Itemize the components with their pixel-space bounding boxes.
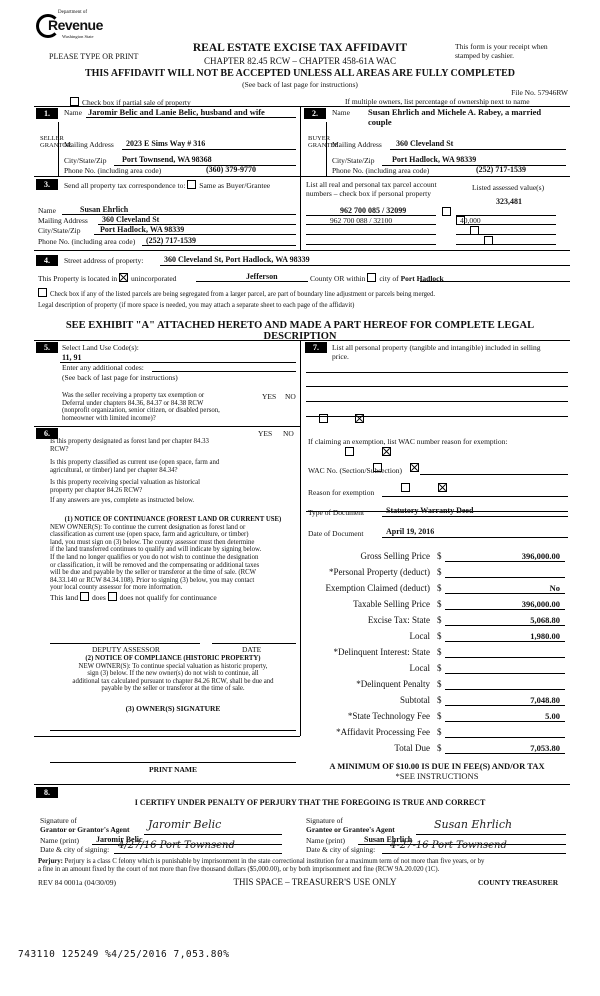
deputy-date: DATE: [242, 645, 262, 654]
sec6-q4: If any answers are yes, complete as instructed below.: [50, 497, 195, 504]
dollar-sign: $: [437, 567, 442, 577]
buyer-grantee-label: BUYER GRANTEE: [308, 135, 339, 149]
buyer-phone: (252) 717-1539: [476, 165, 526, 174]
section-4-number: 4.: [36, 255, 58, 266]
dollar-sign: $: [437, 583, 442, 593]
unincorporated-checkbox[interactable]: [119, 273, 128, 282]
dollar-sign: $: [437, 695, 442, 705]
dollar-sign: $: [437, 727, 442, 737]
land-use-code: 11, 91: [62, 353, 82, 362]
same-as-buyer-checkbox[interactable]: [187, 180, 196, 189]
document-type-label: Type of Document: [308, 508, 365, 517]
dollar-sign: $: [437, 631, 442, 641]
fee-label: Gross Selling Price: [360, 551, 430, 561]
seller-grantor-label: SELLER GRANTOR: [40, 135, 72, 149]
grantee-agent-label: Grantee or Grantee's Agent: [306, 825, 395, 834]
fee-label: Exemption Claimed (deduct): [325, 583, 430, 593]
land-qualify: This land does does not qualify for continuance: [50, 593, 217, 602]
segregated: Check box if any of the listed parcels are being segregated from a larger parcel, are part of boundary line adjustment or parcels being merged.: [38, 288, 435, 299]
sec6-q2: Is this property classified as current use (open space, farm and agricultural, or timber) land per chapter 84.34?: [50, 459, 220, 474]
fee-label: Excise Tax: State: [367, 615, 430, 625]
sec3-mailing: 360 Cleveland St: [102, 215, 160, 224]
section-1-number: 1.: [36, 108, 58, 119]
revision: REV 84 0001a (04/30/09): [38, 878, 116, 887]
perjury: Perjury: Perjury is a class C felony which is punishable by imprisonment in the state correctional institution for a maximum term of not more than five years, or by a fine in an amount fixed by the court of not more than five thousand dollars ($5,000.00), or by both imprisonment and fine (RCW 9A.20.020 (1C).: [38, 858, 485, 873]
seller-phone: (360) 379-9770: [206, 165, 256, 174]
dollar-sign: $: [437, 615, 442, 625]
sec3-name-label: Name: [38, 206, 56, 215]
sec5-q1: Was the seller receiving a property tax exemption or Deferral under chapters 84.36, 84.37 or 84.38 RCW (nonprofit organization, senior citizen, or disabled person, homeowner with limited income)?: [62, 392, 220, 422]
sec6-no: NO: [283, 429, 294, 438]
certify: I CERTIFY UNDER PENALTY OF PERJURY THAT THE FOREGOING IS TRUE AND CORRECT: [134, 798, 486, 807]
section-5-number: 5.: [36, 342, 58, 353]
sec5-see-back: (See back of last page for instructions): [62, 373, 178, 382]
street-label: Street address of property:: [64, 256, 144, 265]
exemption-claim: If claiming an exemption, list WAC number reason for exemption:: [308, 437, 508, 446]
dept-state: Washington State: [62, 34, 94, 39]
section-2-number: 2.: [304, 108, 326, 119]
fee-value: 7,053.80: [530, 743, 560, 753]
form-title: REAL ESTATE EXCISE TAX AFFIDAVIT: [192, 42, 408, 54]
personal-property-label-2: price.: [332, 352, 349, 361]
section-8-number: 8.: [36, 787, 58, 798]
fee-label: Local: [409, 631, 430, 641]
dollar-sign: $: [437, 711, 442, 721]
grantor-signature: Jaromir Belic: [148, 818, 222, 831]
fee-value: 396,000.00: [521, 551, 560, 561]
buyer-mailing: 360 Cleveland St: [396, 139, 454, 148]
legal-description: Legal description of property (if more space is needed, you may attach a separate sheet to each page of the affidavit): [38, 302, 355, 309]
fee-label: *Affidavit Processing Fee: [336, 727, 430, 737]
grantee-date-city: 4-27-16 Port Townsend: [390, 840, 507, 851]
parcels-label: List all real and personal tax parcel account: [306, 180, 437, 189]
fee-value: 5,068.80: [530, 615, 560, 625]
dollar-sign: $: [437, 599, 442, 609]
sec5-yes: YES: [262, 392, 277, 401]
grantee-date-label: Date & city of signing:: [306, 845, 376, 854]
partial-sale-checkbox[interactable]: [70, 97, 79, 106]
buyer-name: Susan Ehrlich and Michele A. Rabey, a married: [368, 107, 542, 117]
multiple-owners: If multiple owners, list percentage of ownership next to name: [345, 97, 530, 106]
dollar-sign: $: [437, 679, 442, 689]
grantor-date-label: Date & city of signing:: [40, 845, 110, 854]
buyer-city-label: City/State/Zip: [332, 156, 375, 165]
sec5-no: NO: [285, 392, 296, 401]
deputy-assessor: DEPUTY ASSESSOR: [92, 645, 160, 654]
sec3-label: Send all property tax correspondence to: Same as Buyer/Grantee: [64, 181, 271, 190]
grantor-print-name: Jaromir Belic: [96, 835, 143, 844]
parcel-1-personal-checkbox[interactable]: [442, 207, 451, 216]
see-back: (See back of last page for instructions): [242, 80, 358, 89]
within-city-checkbox[interactable]: [367, 273, 376, 282]
dollar-sign: $: [437, 647, 442, 657]
assessed-label: Listed assessed value(s): [472, 183, 545, 192]
buyer-city: Port Hadlock, WA 98339: [392, 155, 477, 164]
dollar-sign: $: [437, 663, 442, 673]
does-checkbox[interactable]: [80, 592, 89, 601]
partial-sale: Check box if partial sale of property: [70, 97, 191, 107]
fee-label: *Delinquent Interest: State: [333, 647, 430, 657]
treasurer-stamp: 743110 125249 %4/25/2016 7,053.80%: [18, 949, 230, 960]
fee-value: 7,048.80: [530, 695, 560, 705]
receipt-note: This form is your receipt when stamped by cashier.: [455, 42, 548, 60]
land-use-label: Select Land Use Code(s):: [62, 343, 139, 352]
fee-label: Subtotal: [399, 695, 430, 705]
file-number: File No. 57946RW: [511, 88, 568, 97]
sec3-city: Port Hadlock, WA 98339: [100, 225, 185, 234]
grantor-sig-label: Signature of: [40, 816, 77, 825]
sec6-q1-yes-checkbox[interactable]: [345, 447, 354, 456]
see-instructions: *SEE INSTRUCTIONS: [395, 771, 479, 781]
parcel-1: 962 700 085 / 32099: [340, 206, 407, 215]
form-chapter: CHAPTER 82.45 RCW – CHAPTER 458-61A WAC: [204, 56, 396, 66]
county: Jefferson: [246, 272, 278, 281]
seller-city-label: City/State/Zip: [64, 156, 107, 165]
seller-mailing-label: Mailing Address: [64, 140, 114, 149]
seller-name: Jaromir Belic and Lanie Belic, husband and wife: [88, 107, 265, 117]
sec6-q3-no-checkbox[interactable]: [438, 483, 447, 492]
buyer-name-cont: couple: [368, 117, 392, 127]
document-date-label: Date of Document: [308, 529, 364, 538]
dollar-sign: $: [437, 551, 442, 561]
sec3-name: Susan Ehrlich: [80, 205, 129, 214]
sec3-phone: (252) 717-1539: [146, 236, 196, 245]
dept-line: Department of: [58, 10, 88, 15]
sec6-q1-no-checkbox[interactable]: [382, 447, 391, 456]
property-street: 360 Cleveland St, Port Hadlock, WA 98339: [164, 255, 310, 264]
wac-label: WAC No. (Section/Subsection): [308, 466, 402, 475]
fee-label: *State Technology Fee: [347, 711, 430, 721]
seller-mailing: 2023 E Sims Way # 316: [126, 139, 206, 148]
owner-signature-title: (3) OWNER(S) SIGNATURE: [125, 704, 221, 713]
sec6-q3-yes-checkbox[interactable]: [401, 483, 410, 492]
section-7-number: 7.: [305, 342, 327, 353]
county-within: County OR within city of Port Hadlock: [310, 274, 444, 283]
does-not-checkbox[interactable]: [108, 592, 117, 601]
fee-label: Local: [409, 663, 430, 673]
sec3-mailing-label: Mailing Address: [38, 216, 88, 225]
notice-continuance: (1) NOTICE OF CONTINUANCE (FOREST LAND OR CURRENT USE) NEW OWNER(S): To continue the current designation as forest land or classification as current use (open space, farm and agriculture, or timber) land, you must sign on (3) below. The county assessor must then determine if the land transferred continues to qualify and will indicate by signing below. If the land no longer qualifies or you do not wish to continue the designation or classification, it will be removed and the compensating or additional taxes will be due and payable by the seller or transferor at the time of sale. (RCW 84.33.140 or RCW 84.34.108). Prior to signing (3) below, you may contact your local county assessor for more information.: [50, 516, 282, 592]
personal-property-label: List all personal property (tangible and intangible) included in selling: [332, 343, 541, 352]
parcel-2: 962 700 088 / 32100: [330, 216, 393, 225]
exhibit-a: SEE EXHIBIT "A" ATTACHED HERETO AND MADE A PART HEREOF FOR COMPLETE LEGAL DESCRIPTION: [65, 320, 535, 342]
fee-label: *Personal Property (deduct): [329, 567, 430, 577]
additional-codes: Enter any additional codes:: [62, 363, 144, 372]
notice-compliance: (2) NOTICE OF COMPLIANCE (HISTORIC PROPERTY) NEW OWNER(S): To continue special valuation as historic property, sign (3) below. If the new owner(s) do not wish to continue, all additional tax calculated pursuant to chapter 84.26 RCW, shall be due and payable by the seller or transferor at the time of sale.: [72, 655, 274, 693]
buyer-name-label: Name: [332, 108, 350, 117]
fee-value: No: [549, 583, 560, 593]
assessed-value-1: 323,481: [496, 197, 522, 206]
document-type: Statutory Warranty Deed: [386, 506, 474, 515]
fee-value: 396,000.00: [521, 599, 560, 609]
segregated-checkbox[interactable]: [38, 288, 47, 297]
seller-phone-label: Phone No. (including area code): [64, 166, 162, 175]
grantee-print-name: Susan Ehrlich: [364, 835, 413, 844]
sec6-yes: YES: [258, 429, 273, 438]
please-type: PLEASE TYPE OR PRINT: [49, 52, 139, 61]
sec3-phone-label: Phone No. (including area code): [38, 237, 136, 246]
seller-name-label: Name: [64, 108, 82, 117]
grantee-print-label: Name (print): [306, 836, 345, 845]
fee-value: 1,980.00: [530, 631, 560, 641]
sec6-q3: Is this property receiving special valuation as historical property per chapter 84.26 RCW?: [50, 479, 201, 494]
fee-label: Taxable Selling Price: [353, 599, 430, 609]
sec6-q2-no-checkbox[interactable]: [410, 463, 419, 472]
seller-city: Port Townsend, WA 98368: [122, 155, 212, 164]
warning: THIS AFFIDAVIT WILL NOT BE ACCEPTED UNLESS ALL AREAS ARE FULLY COMPLETED: [84, 68, 516, 79]
fee-label: *Delinquent Penalty: [356, 679, 430, 689]
grantor-agent-label: Grantor or Grantor's Agent: [40, 825, 130, 834]
dept-name: Revenue: [48, 17, 103, 33]
revenue-logo: [36, 8, 106, 44]
county-treasurer: COUNTY TREASURER: [478, 878, 559, 887]
minimum-due: A MINIMUM OF $10.00 IS DUE IN FEE(S) AND/OR TAX: [329, 761, 545, 771]
grantee-signature: Susan Ehrlich: [434, 818, 513, 831]
property-location: This Property is located in unincorporated: [38, 274, 177, 283]
parcels-label-2: numbers – check box if personal property: [306, 189, 431, 198]
fee-label: Total Due: [394, 743, 430, 753]
treasurer-space: THIS SPACE – TREASURER'S USE ONLY: [233, 877, 397, 887]
reason-label: Reason for exemption: [308, 488, 375, 497]
sec3-city-label: City/State/Zip: [38, 226, 81, 235]
fee-value: 5.00: [545, 711, 560, 721]
grantee-sig-label: Signature of: [306, 816, 343, 825]
dollar-sign: $: [437, 743, 442, 753]
sec6-q1: Is this property designated as forest land per chapter 84.33 RCW?: [50, 438, 209, 453]
section-3-number: 3.: [36, 179, 58, 190]
buyer-phone-label: Phone No. (including area code): [332, 166, 430, 175]
grantor-date-city: 4/27/16 Port Townsend: [118, 840, 235, 851]
grantor-print-label: Name (print): [40, 836, 79, 845]
document-date: April 19, 2016: [386, 527, 435, 536]
assessed-value-2: 40,000: [460, 216, 481, 225]
print-name: PRINT NAME: [149, 765, 197, 774]
section-6-number: 6.: [36, 428, 58, 439]
buyer-mailing-label: Mailing Address: [332, 140, 382, 149]
